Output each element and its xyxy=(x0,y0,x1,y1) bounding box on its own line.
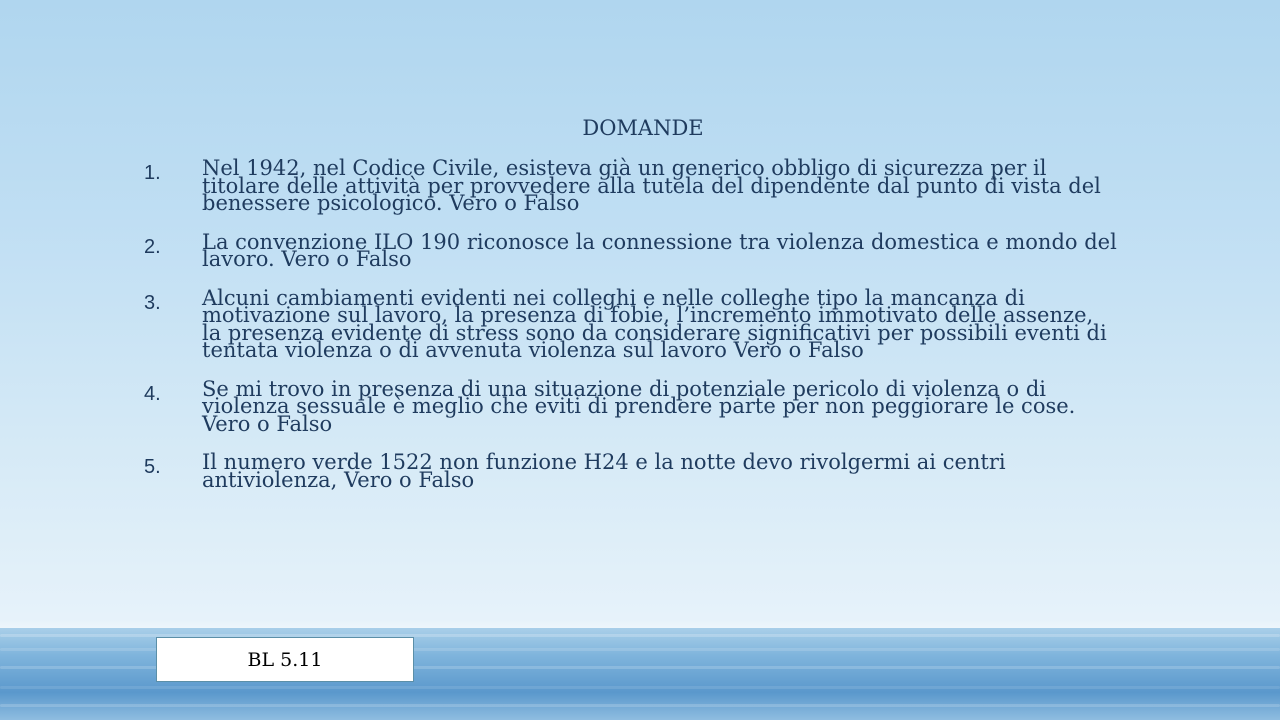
question-line: Vero o Falso xyxy=(202,411,333,436)
question-line: Alcuni cambiamenti evidenti nei colleghi e nelle colleghe tipo la mancanza di xyxy=(202,285,1025,310)
question-line: la presenza evidente di stress sono da considerare significativi per possibili eventi di xyxy=(202,320,1107,345)
question-line: violenza sessuale è meglio che eviti di prendere parte per non peggiorare le cose. xyxy=(202,394,1076,418)
question-number: 4. xyxy=(144,382,161,405)
question-line: La convenzione ILO 190 riconosce la connessione tra violenza domestica e mondo del xyxy=(202,229,1117,254)
question-text xyxy=(202,229,1117,271)
question-number: 5. xyxy=(144,456,161,478)
question-item xyxy=(144,450,1144,492)
question-line: Il numero verde 1522 non funzione H24 e la notte devo rivolgermi ai centri xyxy=(202,450,1006,474)
question-text xyxy=(202,156,1101,215)
question-item xyxy=(144,156,1144,215)
slide-code-badge: BL 5.11 xyxy=(156,637,414,682)
question-item xyxy=(144,229,1144,271)
question-number: 2. xyxy=(144,235,161,258)
slide-title: DOMANDE xyxy=(582,116,704,140)
question-text xyxy=(202,285,1107,362)
question-list xyxy=(144,156,1144,510)
question-line: tentata violenza o di avvenuta violenza sul lavoro Vero o Falso xyxy=(202,338,864,362)
question-text xyxy=(202,450,1006,492)
question-item xyxy=(144,285,1144,362)
question-line: lavoro. Vero o Falso xyxy=(202,247,412,271)
question-line: motivazione sul lavoro, la presenza di fobie, l’incremento immotivato delle assenze, xyxy=(202,303,1094,327)
question-line: Se mi trovo in presenza di una situazione di potenziale pericolo di violenza o di xyxy=(202,376,1046,401)
question-number: 3. xyxy=(144,291,161,314)
question-number: 1. xyxy=(144,162,161,184)
question-line: benessere psicologico. Vero o Falso xyxy=(202,191,580,215)
question-text xyxy=(202,376,1076,436)
question-line: antiviolenza, Vero o Falso xyxy=(202,467,475,492)
question-line: Nel 1942, nel Codice Civile, esisteva già un generico obbligo di sicurezza per il xyxy=(202,156,1047,180)
question-line: titolare delle attività per provvedere alla tutela del dipendente dal punto di vista del xyxy=(202,173,1101,198)
question-item xyxy=(144,376,1144,436)
